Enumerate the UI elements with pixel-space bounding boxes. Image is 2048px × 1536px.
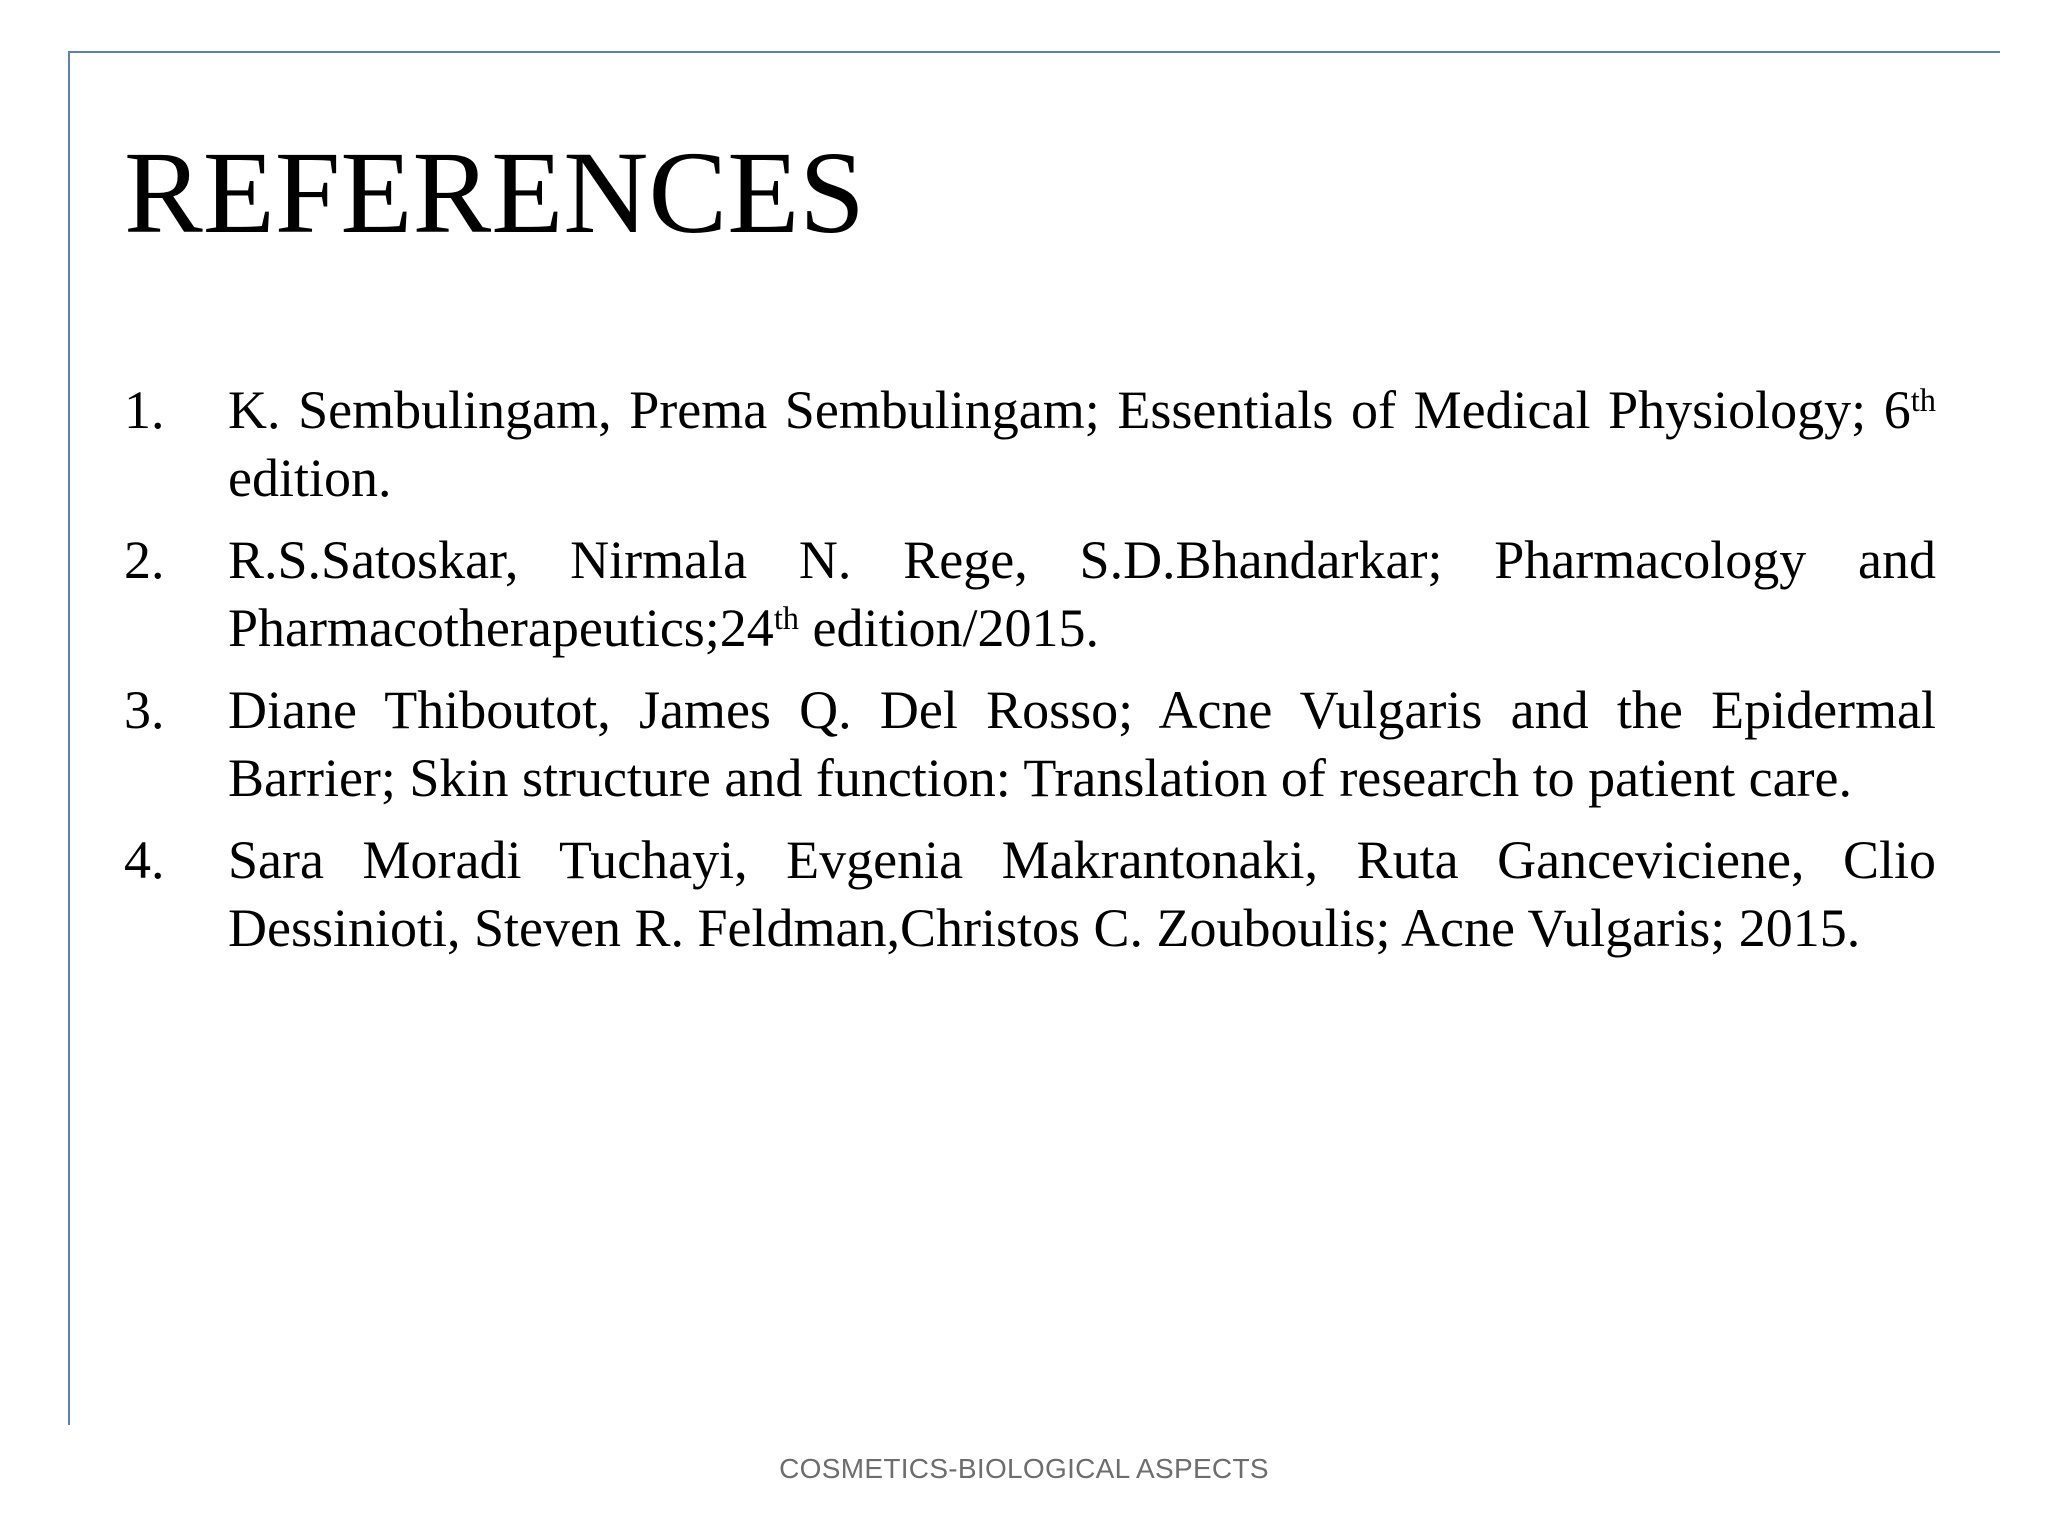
reference-text-main: K. Sembulingam, Prema Sembulingam; Essentials of Medical Physiology; 6	[228, 380, 1911, 440]
slide-title: REFERENCES	[124, 127, 865, 258]
reference-text	[228, 826, 1936, 962]
reference-item	[124, 826, 1936, 962]
reference-text	[228, 526, 1936, 662]
frame-top-rule	[68, 51, 2000, 53]
slide-footer: COSMETICS-BIOLOGICAL ASPECTS	[779, 1453, 1269, 1484]
reference-text-tail: edition.	[228, 448, 392, 508]
reference-text	[228, 376, 1936, 512]
reference-text-tail: edition/2015.	[799, 598, 1099, 658]
ordinal-suffix: th	[773, 601, 800, 637]
reference-list	[124, 376, 1936, 976]
reference-number: 2.	[124, 530, 165, 590]
reference-text-main: Sara Moradi Tuchayi, Evgenia Makrantonaki, Ruta Ganceviciene, Clio Dessinioti, Steven R. Feldman,Christos C. Zouboulis; Acne Vulgaris; 2015.	[228, 830, 1936, 958]
reference-text-main: R.S.Satoskar, Nirmala N. Rege, S.D.Bhandarkar; Pharmacology and Pharmacotherapeutics;24	[228, 530, 1936, 658]
reference-item	[124, 376, 1936, 512]
reference-item	[124, 676, 1936, 812]
frame-left-rule	[68, 51, 70, 1425]
reference-text-main: Diane Thiboutot, James Q. Del Rosso; Acne Vulgaris and the Epidermal Barrier; Skin structure and function: Translation of research to patient care.	[228, 680, 1936, 808]
ordinal-suffix: th	[1910, 383, 1936, 419]
reference-number: 3.	[124, 680, 165, 740]
reference-item	[124, 526, 1936, 662]
reference-number: 1.	[124, 380, 165, 440]
reference-number: 4.	[124, 830, 165, 890]
reference-text	[228, 676, 1936, 812]
